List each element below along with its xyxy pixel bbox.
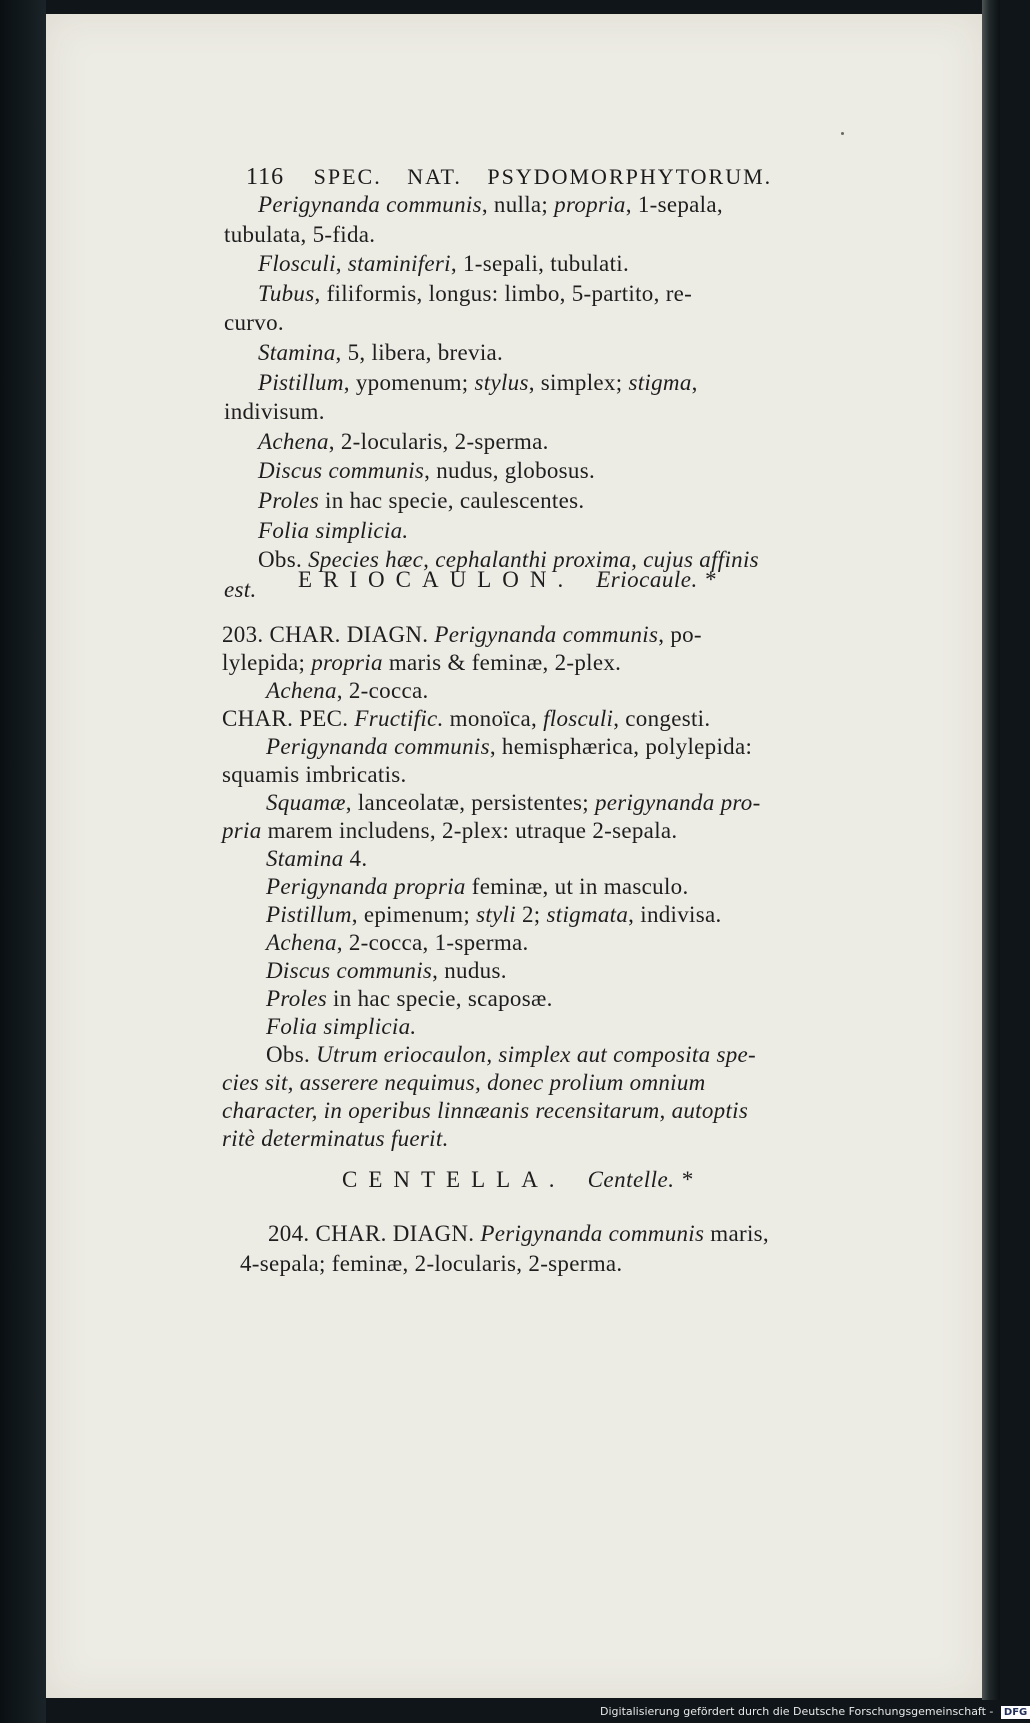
text-run: , indivisa. xyxy=(628,902,722,927)
text-line xyxy=(258,191,723,219)
italic-term: ritè determinatus fuerit. xyxy=(222,1126,449,1151)
text-line xyxy=(258,457,595,485)
italic-term: Utrum eriocaulon, simplex aut composita spe- xyxy=(316,1042,756,1067)
italic-term: Stamina xyxy=(266,846,344,871)
book-page xyxy=(46,14,982,1698)
digitization-footer xyxy=(600,1700,1028,1723)
italic-term: stylus xyxy=(474,369,529,395)
text-run: CHAR. PEC. xyxy=(222,706,355,731)
text-run: 4. xyxy=(343,846,368,871)
text-line xyxy=(222,1125,449,1153)
italic-term: stigma xyxy=(628,369,692,395)
text-run: Obs. xyxy=(266,1042,317,1067)
text-line xyxy=(258,250,629,278)
text-line xyxy=(222,621,702,649)
page-text xyxy=(46,14,982,1698)
text-line xyxy=(258,487,584,515)
text-line xyxy=(222,761,407,789)
italic-term: Flosculi xyxy=(258,251,336,277)
text-run: lylepida; xyxy=(222,650,312,675)
text-line xyxy=(222,705,710,733)
text-run: , lanceolatæ, persistentes; xyxy=(345,790,595,815)
genus-name: ERIOCAULON. xyxy=(298,567,575,592)
scan-left-border xyxy=(0,0,46,1723)
text-run: , simplex; xyxy=(528,369,629,395)
text-run: monoïca, xyxy=(443,706,544,731)
text-line xyxy=(240,1250,622,1278)
text-line xyxy=(258,339,503,367)
italic-term: Tubus xyxy=(258,280,315,306)
text-run: , hemisphærica, polylepida: xyxy=(489,734,753,759)
italic-term: Proles xyxy=(266,986,327,1011)
text-run: in hac specie, scaposæ. xyxy=(327,986,553,1011)
dfg-logo: DFG xyxy=(1001,1706,1030,1719)
text-run: , ypomenum; xyxy=(343,369,475,395)
text-line xyxy=(266,957,507,985)
text-run: indivisum. xyxy=(224,399,325,425)
text-run: squamis imbricatis. xyxy=(222,762,407,787)
text-line xyxy=(266,929,529,957)
text-line xyxy=(222,1097,748,1125)
text-run: curvo. xyxy=(224,310,284,336)
text-run: , epimenum; xyxy=(351,902,477,927)
italic-term: Squamæ xyxy=(266,790,346,815)
text-line xyxy=(224,398,325,426)
italic-term: Perigynanda communis xyxy=(480,1221,705,1246)
italic-term: perigynanda pro- xyxy=(594,790,761,815)
text-line xyxy=(266,901,722,929)
italic-term: propria xyxy=(311,650,383,675)
page-number: 116 xyxy=(246,164,285,190)
italic-term: Stamina xyxy=(258,340,336,365)
text-line xyxy=(266,1013,416,1041)
text-run: , congesti. xyxy=(613,706,711,731)
italic-term: flosculi xyxy=(543,706,614,731)
italic-term: Discus communis xyxy=(266,958,433,983)
text-run: , nudus. xyxy=(432,958,507,983)
italic-term: Fructific. xyxy=(354,706,444,731)
italic-term: stigmata xyxy=(546,902,629,927)
italic-term: Achena xyxy=(266,678,337,703)
text-run: , xyxy=(691,369,698,395)
italic-term: cies sit, asserere nequimus, donec prolium omnium xyxy=(222,1070,706,1095)
italic-term: Folia simplicia. xyxy=(266,1014,417,1039)
text-line xyxy=(258,428,549,456)
text-run: , 2-locularis, 2-sperma. xyxy=(328,428,549,454)
text-line xyxy=(224,309,284,337)
italic-term: propria xyxy=(554,192,626,217)
text-run: feminæ, ut in masculo. xyxy=(465,874,689,899)
text-line xyxy=(266,1041,756,1069)
italic-term: Pistillum xyxy=(258,369,344,395)
text-run: , nudus, globosus. xyxy=(424,458,596,484)
text-run: Obs. xyxy=(258,547,309,573)
scan-right-border xyxy=(982,0,1000,1723)
text-line xyxy=(266,985,553,1013)
text-run: , 5, libera, brevia. xyxy=(335,340,504,365)
text-run: maris & feminæ, 2-plex. xyxy=(382,650,622,675)
text-line xyxy=(266,733,752,761)
italic-term: Discus communis xyxy=(258,458,425,484)
italic-term: Perigynanda communis xyxy=(266,734,490,759)
text-run: 204. CHAR. DIAGN. xyxy=(268,1221,481,1246)
text-line xyxy=(266,845,367,873)
text-run: in hac specie, caulescentes. xyxy=(319,488,585,513)
footer-text: Digitalisierung gefördert durch die Deutsche Forschungsgemeinschaft - xyxy=(600,1705,994,1718)
genus-heading-centella xyxy=(342,1167,693,1193)
italic-term: staminiferi xyxy=(347,251,451,277)
text-line xyxy=(266,873,689,901)
header-word: PSYDOMORPHYTORUM. xyxy=(487,164,773,189)
italic-term: Perigynanda communis xyxy=(434,622,659,647)
text-run: , 1-sepali, tubulati. xyxy=(450,251,630,277)
genus-french-name: Centelle. * xyxy=(587,1167,693,1192)
text-line xyxy=(224,221,375,249)
italic-term: est. xyxy=(224,576,257,602)
text-run: , xyxy=(335,251,348,277)
text-line xyxy=(268,1220,769,1248)
text-run: , 1-sepala, xyxy=(625,192,723,217)
text-line xyxy=(258,517,408,545)
italic-term: Perigynanda propria xyxy=(266,874,466,899)
header-word: NAT. xyxy=(407,164,462,189)
text-line xyxy=(258,280,692,308)
italic-term: Achena xyxy=(258,428,329,454)
text-line xyxy=(222,1069,706,1097)
text-run: maris, xyxy=(704,1221,769,1246)
text-line xyxy=(222,817,677,845)
text-run: , po- xyxy=(658,622,702,647)
text-line xyxy=(266,789,761,817)
genus-french-name: Eriocaule. * xyxy=(596,567,716,592)
text-run: , filiformis, longus: limbo, 5-partito, re- xyxy=(314,280,693,306)
italic-term: styli xyxy=(476,902,516,927)
text-line xyxy=(266,677,429,705)
italic-term: Proles xyxy=(258,488,319,513)
italic-term: Species hæc, cephalanthi proxima, cujus affinis xyxy=(308,547,759,573)
italic-term: Pistillum xyxy=(266,902,352,927)
italic-term: Achena xyxy=(266,930,337,955)
header-word: SPEC. xyxy=(313,164,382,189)
genus-heading-eriocaulon xyxy=(298,567,716,593)
text-run: , nulla; xyxy=(481,192,555,217)
text-run: , 2-cocca, 1-sperma. xyxy=(336,930,529,955)
text-run: 2; xyxy=(515,902,547,927)
text-run: marem includens, 2-plex: utraque 2-sepala. xyxy=(261,818,678,843)
genus-name: CENTELLA. xyxy=(342,1167,566,1192)
text-run: 4-sepala; feminæ, 2-locularis, 2-sperma. xyxy=(240,1251,623,1276)
text-run: , 2-cocca. xyxy=(336,678,429,703)
text-run: tubulata, 5-fida. xyxy=(224,221,376,247)
text-run: 203. CHAR. DIAGN. xyxy=(222,622,435,647)
text-line xyxy=(258,369,698,397)
italic-term: pria xyxy=(222,818,262,843)
italic-term: Perigynanda communis xyxy=(258,192,482,217)
text-line xyxy=(224,576,257,604)
text-line xyxy=(222,649,621,677)
italic-term: character, in operibus linnæanis recensitarum, autoptis xyxy=(222,1098,749,1123)
italic-term: Folia simplicia. xyxy=(258,517,409,543)
